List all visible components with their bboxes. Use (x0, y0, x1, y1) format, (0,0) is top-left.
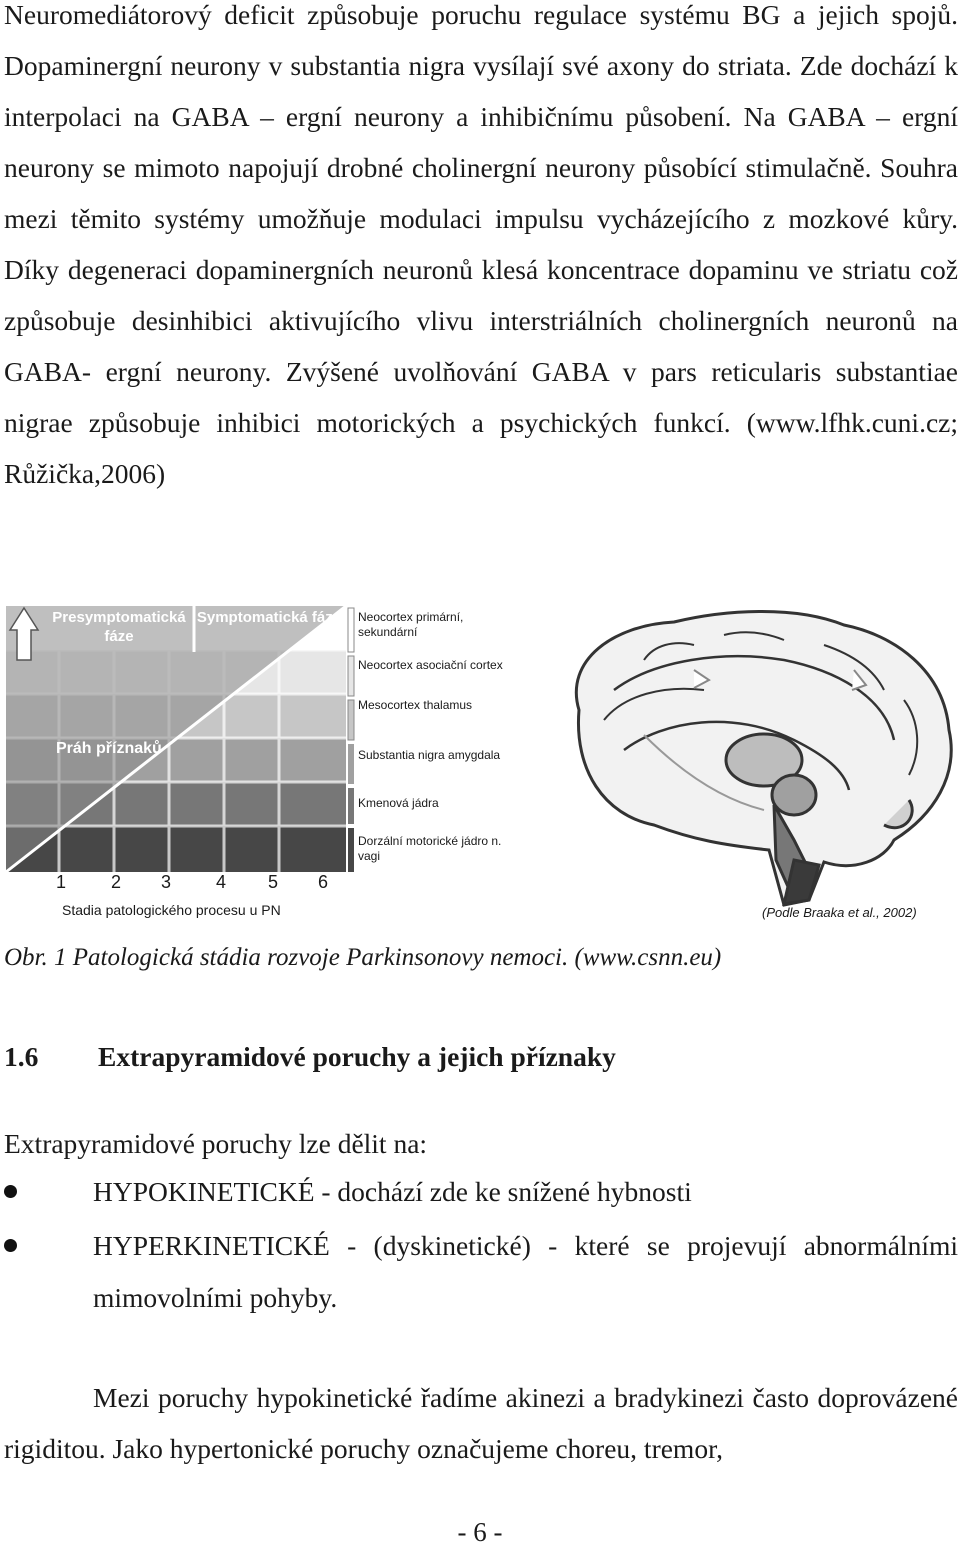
list-item (4, 1166, 958, 1218)
header-symptomatic: Symptomatická fáze (196, 609, 342, 626)
stage-number-row (6, 872, 346, 902)
section-heading (4, 1032, 616, 1082)
stage-axis-label: Stadia patologického procesu u PN (62, 902, 281, 918)
figure-source: (Podle Braaka et al., 2002) (762, 905, 917, 920)
section-number: 1.6 (4, 1041, 39, 1072)
threshold-label: Práh příznaků (56, 740, 162, 757)
list-item (4, 1220, 958, 1324)
stage-number: 1 (56, 872, 67, 892)
bullet-dot (4, 1185, 17, 1198)
stage-number: 5 (268, 872, 279, 892)
legend-item: Substantia nigra amygdala (358, 748, 501, 762)
figure-caption: Obr. 1 Patologická stádia rozvoje Parkinsonovy nemoci. (www.csnn.eu) (4, 944, 722, 971)
legend-item: Mesocortex thalamus (358, 698, 473, 712)
stage-number: 3 (161, 872, 172, 892)
list-item-text: HYPERKINETICKÉ - (dyskinetické) - které se projevují abnormálními mimovolními pohyby. (93, 1230, 958, 1313)
brain-illustration (576, 611, 951, 905)
legend-item: Neocortex asociační cortex (358, 658, 503, 672)
bullet-dot (4, 1239, 17, 1252)
stage-number: 4 (216, 872, 227, 892)
figure-parkinson-stages (4, 600, 958, 925)
stage-number: 2 (111, 872, 122, 892)
page-number: - 6 - (457, 1517, 503, 1547)
paragraph-1: Neuromediátorový deficit způsobuje poruchu regulace systému BG a jejich spojů. Dopaminergní neurony v substantia nigra vysílají své axony do striata. Zde dochází k interpolaci na GABA – ergní neurony a inhibičnímu působení. Na GABA – ergní neurony se mimoto napojují drobné cholinergní neurony působící stimulačně. Souhra mezi těmito systémy umožňuje modulaci impulsu vycházejícího z mozkové kůry. Díky degeneraci dopaminergních neuronů klesá koncentrace dopaminu ve striatu což způsobuje desinhibici aktivujícího vlivu interstriálních cholinergních neuronů na GABA- ergní neurony. Zvýšené uvolňování GABA v pars reticularis substantiae nigrae způsobuje inhibici motorických a psychických funkcí. (www.lfhk.cuni.cz; Růžička,2006) (4, 0, 958, 489)
intro-line: Extrapyramidové poruchy lze dělit na: (4, 1128, 428, 1159)
legend-item: Kmenová jádra (358, 796, 439, 810)
paragraph-2: Mezi poruchy hypokinetické řadíme akinezi a bradykinezi často doprovázené rigiditou. Jako hypertonické poruchy označujeme choreu, tremor, (4, 1382, 958, 1464)
legend-swatches (348, 608, 354, 872)
stage-number: 6 (318, 872, 329, 892)
header-presymptomatic: Presymptomatická fáze (52, 609, 186, 645)
section-title: Extrapyramidové poruchy a jejich příznaky (98, 1041, 616, 1072)
legend-item: Dorzální motorické jádro n. vagi (358, 834, 502, 863)
legend-item: Neocortex primární, sekundární (358, 610, 464, 639)
list-item-text: HYPOKINETICKÉ - dochází zde ke snížené hybnosti (93, 1176, 692, 1207)
